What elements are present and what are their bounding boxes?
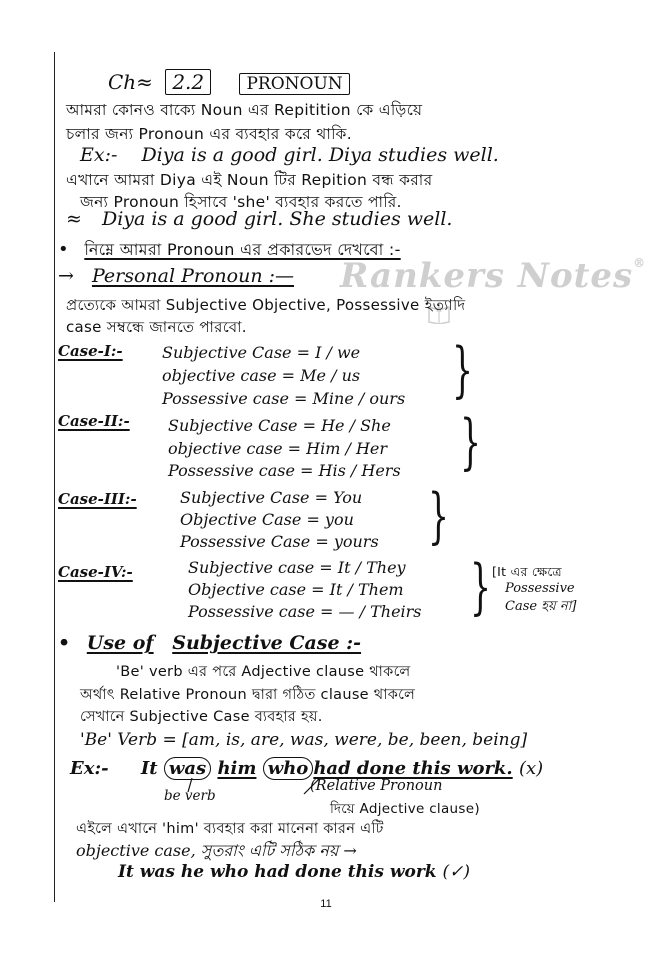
case-1-brace: } — [452, 335, 474, 405]
wrong-mark: (x) — [518, 758, 544, 779]
case-3-brace: } — [428, 481, 450, 551]
use-subjective-line-2: অর্থাৎ Relative Pronoun দ্বারা গঠিত clause থাকলে — [80, 687, 416, 703]
example-2-who: who — [263, 757, 314, 780]
intro-line-1: আমরা কোনও বাক্যে Noun এর Repitition কে এড়িয়ে — [66, 101, 423, 119]
example-2-label: Ex:- — [70, 758, 109, 779]
example-1-fixed — [66, 208, 452, 230]
relative-pronoun-note-1: (Relative Pronoun — [310, 778, 443, 794]
bullet-dot-2: • — [58, 632, 71, 654]
case-2-row-3: Possessive case = His / Hers — [168, 461, 401, 480]
case-1-row-2: objective case = Me / us — [162, 366, 361, 385]
use-subjective-line-1: 'Be' verb এর পরে Adjective clause থাকলে — [116, 664, 411, 680]
case-3-row-3: Possessive Case = yours — [180, 532, 379, 551]
chapter-heading — [108, 70, 350, 94]
personal-desc-1: প্রত্যেকে আমরা Subjective Objective, Possessive ইত্যাদি — [66, 296, 466, 314]
correct-sentence — [118, 862, 470, 882]
case-4-note-3: Case হয় না] — [505, 599, 577, 614]
example-1-label: Ex:- — [80, 144, 118, 166]
example-2-it: It — [140, 758, 158, 779]
example-2-him: him — [217, 758, 257, 779]
case-3-label: Case-III:- — [58, 490, 137, 508]
case-4-note-2: Possessive — [505, 581, 575, 596]
case-2-row-2: objective case = Him / Her — [168, 439, 388, 458]
case-2-brace: } — [460, 407, 482, 477]
arrow-right-icon: → — [58, 265, 74, 287]
example-1-text: Diya is a good girl. Diya studies well. — [141, 144, 499, 166]
case-4-row-3: Possessive case = — / Theirs — [188, 602, 422, 621]
personal-pronoun-title: Personal Pronoun :— — [91, 265, 294, 287]
page-number: 11 — [320, 898, 332, 910]
case-4-label: Case-IV:- — [58, 563, 133, 581]
case-1-row-3: Possessive case = Mine / ours — [162, 389, 406, 408]
be-verb-list: 'Be' Verb = [am, is, are, was, were, be, been, being] — [80, 730, 528, 750]
use-subjective-line-3: সেখানে Subjective Case ব্যবহার হয়. — [80, 709, 323, 725]
correct-sentence-text: It was he who had done this work — [118, 862, 437, 882]
explanation-line-2: objective case, সুতরাং এটি সঠিক নয় → — [76, 841, 357, 860]
be-verb-annotation: be verb — [164, 788, 216, 804]
case-4-row-2: Objective case = It / Them — [188, 580, 404, 599]
example-1-sentence — [80, 144, 499, 166]
personal-desc-2: case সম্বন্ধে জানতে পারবো. — [66, 318, 247, 336]
use-subjective-heading — [58, 632, 361, 654]
case-4-row-1: Subjective case = It / They — [188, 558, 406, 577]
watermark-text: Rankers Notes — [340, 256, 634, 296]
example-1-note-1: এখানে আমরা Diya এই Noun টির Repition বন্ধ করার — [66, 171, 433, 189]
use-subjective-pre: Use of — [86, 632, 154, 654]
case-1-label: Case-I:- — [58, 342, 123, 360]
case-2-row-1: Subjective Case = He / She — [168, 416, 391, 435]
explanation-line-1: এইলে এখানে 'him' ব্যবহার করা মানেনা কারন এটি — [76, 821, 384, 837]
bullet-dot: • — [58, 239, 69, 260]
example-2-was: was — [164, 757, 211, 780]
watermark-registered: ® — [633, 256, 647, 270]
case-3-row-1: Subjective Case = You — [180, 488, 363, 507]
example-2-rest: had done this work. — [313, 758, 513, 779]
bullet-pronoun-types-text: নিম্নে আমরা Pronoun এর প্রকারভেদ দেখবো :- — [84, 240, 401, 259]
case-3-row-2: Objective Case = you — [180, 510, 354, 529]
example-1-note-2: জন্য Pronoun হিসাবে 'she' ব্যবহার করতে পারি. — [80, 193, 402, 211]
check-mark: (✓) — [442, 862, 471, 882]
bullet-pronoun-types — [58, 237, 401, 264]
chapter-number: 2.2 — [165, 69, 211, 95]
intro-line-2: চলার জন্য Pronoun এর ব্যবহার করে থাকি. — [66, 125, 352, 143]
margin-line — [54, 52, 55, 902]
case-4-brace: } — [470, 552, 492, 622]
case-1-row-1: Subjective Case = I / we — [162, 343, 361, 362]
relative-pronoun-note-2: দিয়ে Adjective clause) — [330, 801, 480, 817]
example-1-fixed-text: Diya is a good girl. She studies well. — [101, 208, 453, 230]
case-2-label: Case-II:- — [58, 412, 130, 430]
personal-pronoun-heading — [58, 265, 294, 287]
case-4-note-1: [It এর ক্ষেত্রে — [492, 564, 562, 579]
chapter-prefix: Ch≈ — [108, 70, 153, 94]
use-subjective-title: Subjective Case :- — [172, 632, 362, 654]
approx-symbol: ≈ — [66, 208, 82, 230]
chapter-title: PRONOUN — [239, 73, 349, 95]
